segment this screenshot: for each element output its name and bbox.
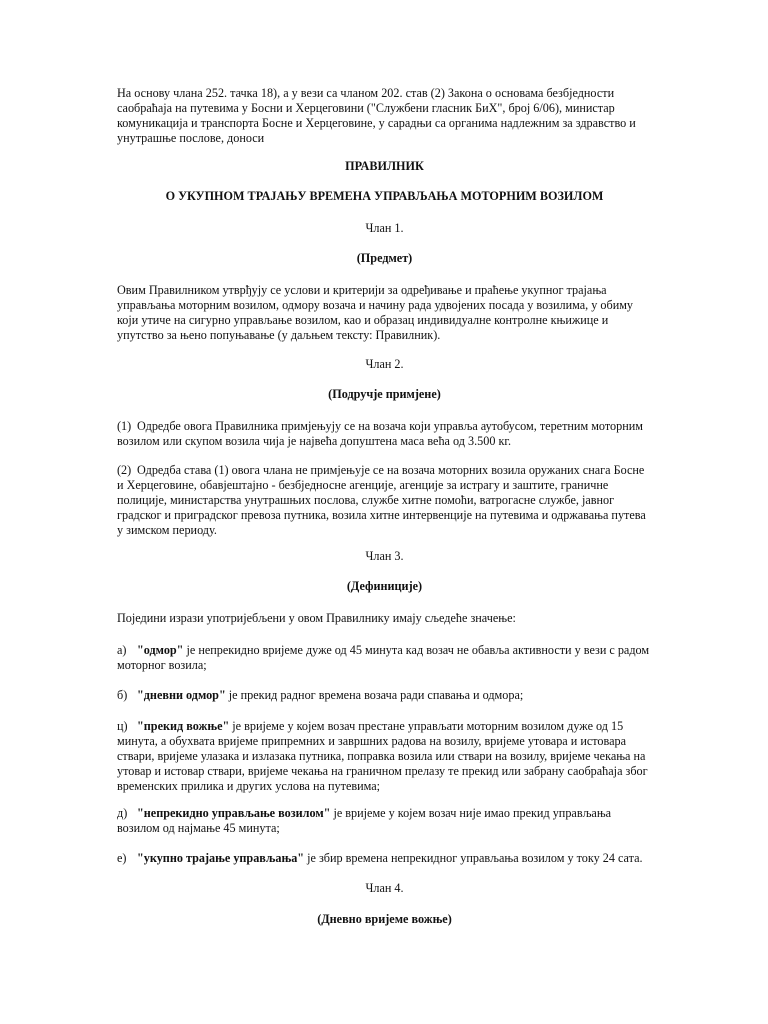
paragraph-text: Одредба става (1) овога члана не примјењује се на возача моторних возила оружаних снага Босне и Херцеговине, обавјештајно - безбједносне агенције, агенције за истрагу и заштите, граничне полиције, министарства унутрашњих послова, службе хитне помоћи, ватрогасне службе, јавног градског и приградског превоза путника, возила хитне интервенције на путевима и одржавања путева у зимском периоду.	[117, 463, 646, 537]
definition-text: је непрекидно вријеме дуже од 45 минута кад возач не обавља активности у вези с радом моторног возила;	[117, 643, 650, 672]
definition-item	[117, 688, 652, 703]
definition-item	[117, 643, 652, 673]
article-2-paragraph-2	[117, 463, 652, 538]
paragraph-text: Одредбе овога Правилника примјењују се на возача који управља аутобусом, теретним моторним возилом или скупом возила чија је највећа допуштена маса већа од 3.500 кг.	[117, 419, 643, 448]
item-marker: д)	[117, 806, 128, 820]
paragraph-number: (2)	[117, 463, 132, 477]
article-1-heading: Члан 1.	[365, 221, 404, 235]
preamble-paragraph: На основу члана 252. тачка 18), а у вези са чланом 202. став (2) Закона о основама безбједности саобраћаја на путевима у Босни и Херцеговини ("Службени гласник БиХ", број 6/06), министар комуникација и транспорта Босне и Херцеговине, у сарадњи са органима надлежним за здравство и унутрашње послове, доноси	[117, 86, 636, 145]
article-2-heading: Члан 2.	[365, 357, 404, 371]
item-marker: ц)	[117, 719, 128, 733]
article-2-paragraph-1	[117, 419, 652, 449]
definition-item	[117, 806, 652, 836]
definition-item	[117, 851, 652, 866]
document-subtitle: О УКУПНОМ ТРАЈАЊУ ВРЕМЕНА УПРАВЉАЊА МОТОРНИМ ВОЗИЛОМ	[165, 189, 604, 203]
article-3-subject: (Дефиниције)	[346, 579, 423, 593]
item-marker: б)	[117, 688, 128, 702]
definition-term: "дневни одмор"	[137, 688, 226, 702]
item-marker: е)	[117, 851, 127, 865]
definition-term: "одмор"	[137, 643, 184, 657]
article-1-subject: (Предмет)	[356, 251, 413, 265]
article-2-subject: (Подручје примјене)	[328, 387, 441, 401]
definition-term: "укупно трајање управљања"	[137, 851, 305, 865]
definition-text: је вријеме у којем возач престане управљати моторним возилом дуже од 15 минута, а обухвата вријеме припремних и завршних радова на возилу, вријеме утовара и истовара ствари, вријеме улазака и излазака путника, поправка возила или ствари на возилу, вријеме чекања на утовар и истовар ствари, вријеме чекања на граничном прелазу те прекид или забрану саобраћаја због временских прилика и других услова на путевима;	[117, 719, 648, 793]
definition-item	[117, 719, 652, 794]
paragraph-number: (1)	[117, 419, 132, 433]
definition-term: "прекид вожње"	[137, 719, 230, 733]
item-marker: а)	[117, 643, 127, 657]
definition-text: је прекид радног времена возача ради спавања и одмора;	[225, 688, 524, 702]
article-1-text: Овим Правилником утврђују се услови и критерији за одређивање и праћење укупног трајања управљања моторним возилом, одмору возача и начину рада удвојених посада у возилима, у обиму који утиче на сигурно управљање возилом, као и образац индивидуалне контролне књижице и упутство за њено попуњавање (у даљњем тексту: Правилник).	[117, 283, 634, 342]
definition-text: је збир времена непрекидног управљања возилом у току 24 сата.	[304, 851, 643, 865]
article-4-subject: (Дневно вријеме вожње)	[317, 912, 452, 926]
definition-term: "непрекидно управљање возилом"	[137, 806, 331, 820]
article-4-heading: Члан 4.	[365, 881, 404, 895]
definition-text: је вријеме у којем возач није имао прекид управљања возилом од најмање 45 минута;	[117, 806, 612, 835]
article-3-heading: Члан 3.	[365, 549, 404, 563]
article-3-lead: Поједини изрази употријебљени у овом Правилнику имају сљедеће значење:	[117, 611, 516, 625]
document-title: ПРАВИЛНИК	[345, 159, 424, 173]
